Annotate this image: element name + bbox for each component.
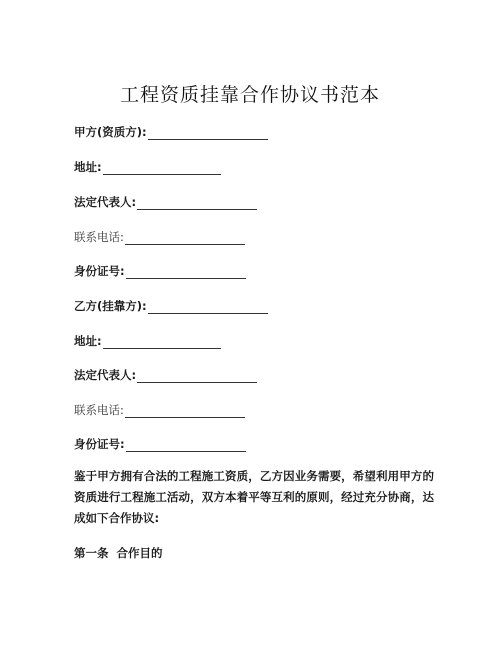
party-b-id-label: 身份证号:: [74, 437, 125, 451]
party-b-name-field: [74, 298, 268, 314]
article-number: 第一条: [74, 546, 109, 560]
party-a-legal-rep-blank[interactable]: [137, 196, 257, 210]
party-a-id-blank[interactable]: [126, 265, 246, 279]
party-b-phone-field: [74, 402, 245, 418]
party-a-legal-rep-label: 法定代表人:: [74, 195, 137, 209]
preamble-paragraph: 鉴于甲方拥有合法的工程施工资质，乙方因业务需要，希望利用甲方的资质进行工程施工活动，双方本着平等互利的原则，经过充分协商，达成如下合作协议:: [74, 469, 434, 525]
party-b-address-blank[interactable]: [103, 335, 221, 349]
party-a-id-field: [74, 263, 246, 279]
party-b-legal-rep-label: 法定代表人:: [74, 368, 137, 382]
party-b-legal-rep-field: [74, 367, 257, 383]
party-b-name-label: 乙方(挂靠方):: [74, 299, 147, 313]
party-a-id-label: 身份证号:: [74, 264, 125, 278]
party-b-name-blank[interactable]: [148, 300, 268, 314]
party-b-id-blank[interactable]: [126, 438, 246, 452]
party-a-phone-blank[interactable]: [125, 231, 245, 245]
party-a-name-blank[interactable]: [148, 126, 268, 140]
party-a-address-label: 地址:: [74, 160, 102, 174]
party-a-address-blank[interactable]: [103, 161, 221, 175]
article-one-heading: [74, 545, 163, 561]
party-b-address-label: 地址:: [74, 334, 102, 348]
party-a-phone-label: 联系电话:: [74, 230, 124, 244]
party-b-id-field: [74, 436, 246, 452]
article-title: 合作目的: [116, 546, 163, 560]
party-a-name-label: 甲方(资质方):: [74, 125, 147, 139]
party-a-address-field: [74, 159, 221, 175]
party-a-phone-field: [74, 229, 245, 245]
document-title: 工程资质挂靠合作协议书范本: [119, 84, 380, 106]
party-b-address-field: [74, 333, 221, 349]
party-a-name-field: [74, 124, 268, 140]
party-b-phone-blank[interactable]: [125, 404, 245, 418]
party-b-phone-label: 联系电话:: [74, 403, 124, 417]
party-a-legal-rep-field: [74, 194, 257, 210]
party-b-legal-rep-blank[interactable]: [137, 369, 257, 383]
